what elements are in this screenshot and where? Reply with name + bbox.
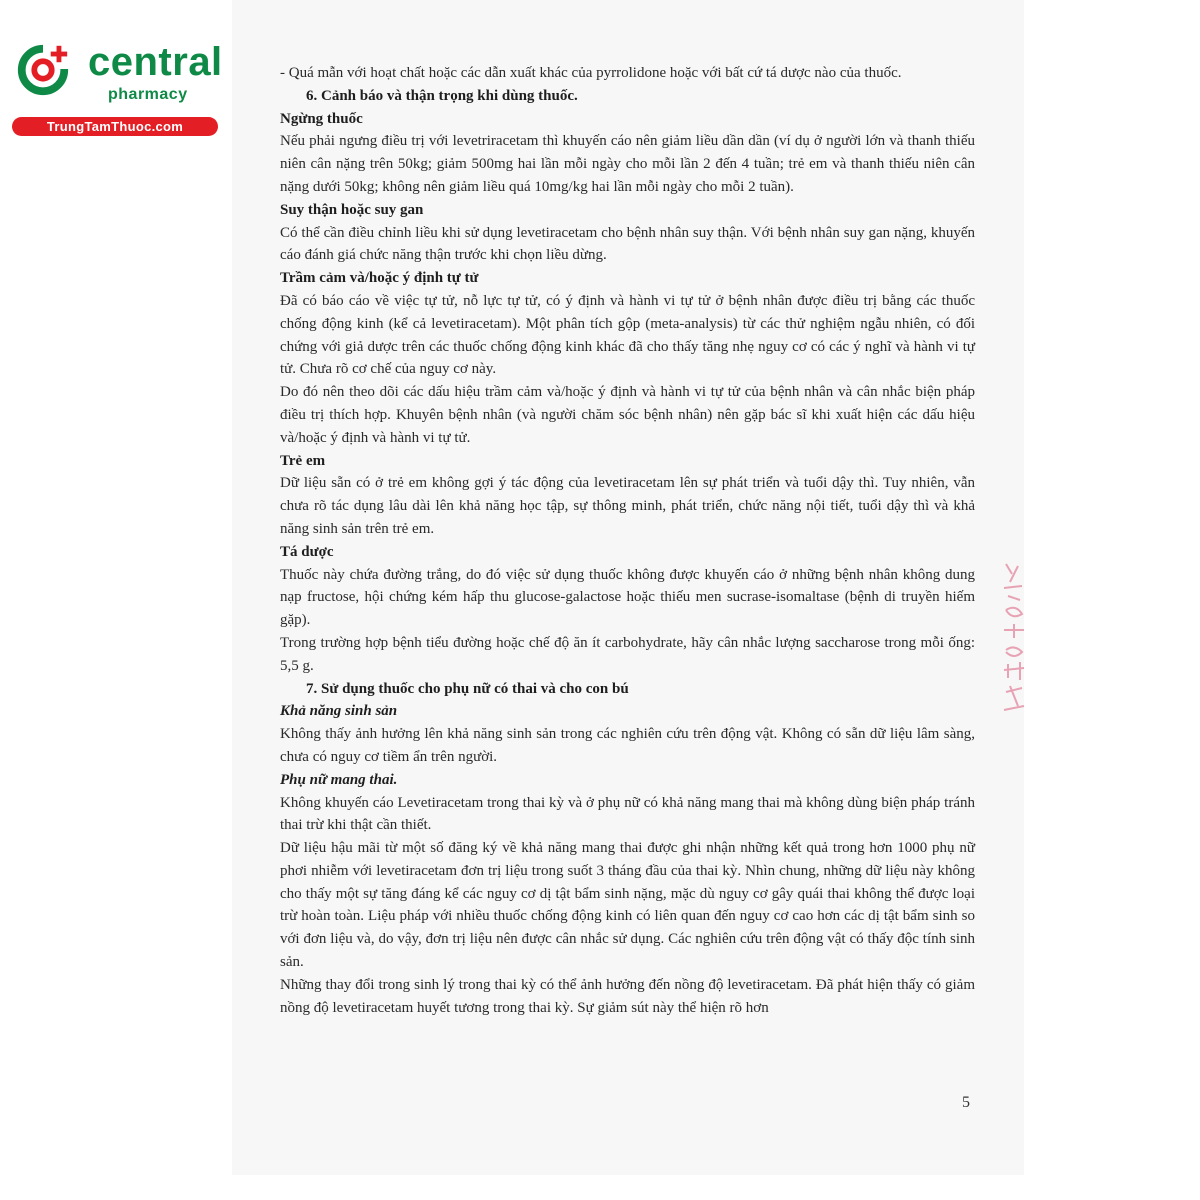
logo-name: central <box>88 40 223 84</box>
logo-url-badge[interactable]: TrungTamThuoc.com <box>12 117 218 136</box>
paragraph: - Quá mẫn với hoạt chất hoặc các dẫn xuất khác của pyrrolidone hoặc với bất cứ tá dược nào của thuốc. <box>280 65 902 81</box>
italic-subheading: Khả năng sinh sản <box>280 703 398 720</box>
paragraph: Không khuyến cáo Levetiracetam trong thai kỳ và ở phụ nữ có khả năng mang thai mà không dùng biện pháp tránh thai trừ khi thật cần thiết. <box>280 794 975 834</box>
stamp-mark-icon <box>998 560 1034 720</box>
paragraph: Dữ liệu hậu mãi từ một số đăng ký về khả năng mang thai được ghi nhận những kết quả trong hơn 1000 phụ nữ phơi nhiễm với levetiracetam đơn trị liệu trong suốt 3 tháng đầu của thai kỳ. Nhìn chung, những dữ liệu này không cho thấy một sự tăng đáng kể các nguy cơ dị tật bẩm sinh nặng, mặc dù nguy cơ gây quái thai không thể được loại trừ hoàn toàn. Liệu pháp với nhiều thuốc chống động kinh có liên quan đến nguy cơ cao hơn các dị tật bẩm sinh so với đơn liệu và, do vậy, đơn trị liệu nên được cân nhắc sử dụng. Các nghiên cứu trên động vật có thấy độc tính sinh sản. <box>280 840 975 971</box>
paragraph: Những thay đổi trong sinh lý trong thai kỳ có thể ảnh hưởng đến nồng độ levetiracetam. Đã phát hiện thấy có giảm nồng độ levetiracetam huyết tương trong thai kỳ. Sự giảm sút này thể hiện rõ hơn <box>280 976 975 1016</box>
italic-subheading: Phụ nữ mang thai. <box>280 771 398 788</box>
subheading: Ngừng thuốc <box>280 110 363 127</box>
paragraph: Có thể cần điều chỉnh liều khi sử dụng levetiracetam cho bệnh nhân suy thận. Với bệnh nhân suy gan nặng, khuyến cáo đánh giá chức năng thận trước khi chọn liều dừng. <box>280 224 975 264</box>
pharmacy-cross-logo-icon <box>14 40 72 98</box>
subheading: Suy thận hoặc suy gan <box>280 201 424 218</box>
paragraph: Trong trường hợp bệnh tiểu đường hoặc chế độ ăn ít carbohydrate, hãy cân nhắc lượng saccharose trong mỗi ống: 5,5 g. <box>280 634 975 674</box>
subheading: Trẻ em <box>280 452 326 469</box>
subheading: Trầm cảm và/hoặc ý định tự tử <box>280 270 479 287</box>
page-content <box>280 62 975 1019</box>
paragraph: Dữ liệu sẵn có ở trẻ em không gợi ý tác động của levetiracetam lên sự phát triển và tuổi dậy thì. Tuy nhiên, vẫn chưa rõ tác dụng lâu dài lên khả năng học tập, sự thông minh, phát triển, chức năng nội tiết, tuổi dậy thì và khả năng sinh sản trên trẻ em. <box>280 475 975 537</box>
section-heading: 6. Cảnh báo và thận trọng khi dùng thuốc. <box>306 87 578 104</box>
paragraph: Do đó nên theo dõi các dấu hiệu trầm cảm và/hoặc ý định và hành vi tự tử của bệnh nhân và cân nhắc biện pháp điều trị thích hợp. Khuyên bệnh nhân (và người chăm sóc bệnh nhân) nên gặp bác sĩ khi xuất hiện các dấu hiệu và/hoặc ý định và hành vi tự tử. <box>280 384 975 446</box>
paragraph: Đã có báo cáo về việc tự tử, nỗ lực tự tử, có ý định và hành vi tự tử ở bệnh nhân được điều trị bằng các thuốc chống động kinh (kể cả levetiracetam). Một phân tích gộp (meta-analysis) từ các thử nghiệm ngẫu nhiên, có đối chứng với giả dược trên các thuốc chống động kinh khác đã cho thấy tăng nhẹ nguy cơ có các ý nghĩ và hành vi tự tử. Chưa rõ cơ chế của nguy cơ này. <box>280 292 975 378</box>
paragraph: Thuốc này chứa đường trắng, do đó việc sử dụng thuốc không được khuyến cáo ở những bệnh nhân không dung nạp fructose, hội chứng kém hấp thu glucose-galactose hoặc thiếu men sucrase-isomaltase (bệnh di truyền hiếm gặp). <box>280 566 975 629</box>
paragraph: Không thấy ảnh hưởng lên khả năng sinh sản trong các nghiên cứu trên động vật. Không có sẵn dữ liệu lâm sàng, chưa có nguy cơ tiềm ẩn trên người. <box>280 726 975 765</box>
paragraph: Nếu phải ngưng điều trị với levetriracetam thì khuyến cáo nên giảm liều dần dần (ví dụ ở người lớn và thanh thiếu niên cân nặng trên 50kg; giảm 500mg hai lần mỗi ngày cho mỗi lần 2 đến 4 tuần; trẻ em và thanh thiếu niên cân nặng dưới 50kg; không nên giảm liều quá 10mg/kg hai lần mỗi ngày cho mỗi 2 tuần). <box>280 133 975 195</box>
page-number: 5 <box>962 1094 970 1111</box>
logo-subtitle: pharmacy <box>108 86 188 103</box>
subheading: Tá dược <box>280 543 334 560</box>
section-heading: 7. Sử dụng thuốc cho phụ nữ có thai và cho con bú <box>306 680 629 697</box>
central-pharmacy-logo[interactable] <box>10 36 223 136</box>
